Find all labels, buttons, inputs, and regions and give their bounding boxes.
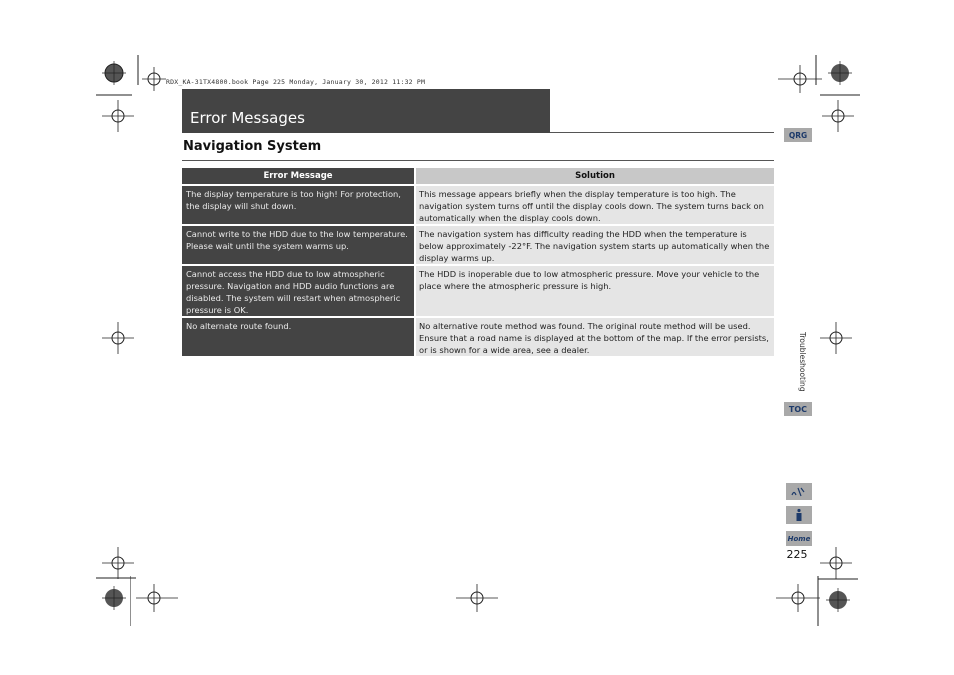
- home-tab[interactable]: [786, 531, 812, 546]
- title-underline: [550, 132, 774, 133]
- crosshair-mark-icon: [100, 98, 136, 134]
- solution-cell: No alternative route method was found. The original route method will be used. Ensure that a road name is displayed at the bottom of the map. If the error persists, or is shown for a wide area, see a dealer.: [416, 318, 774, 356]
- solution-cell: The navigation system has difficulty reading the HDD when the temperature is below approximately -22°F. The navigation system starts up automatically when the display warms up.: [416, 226, 774, 264]
- toc-label: TOC: [788, 404, 808, 414]
- print-info: RDX_KA-31TX4800.book Page 225 Monday, January 30, 2012 11:32 PM: [166, 78, 426, 86]
- column-header-error-message: Error Message: [182, 168, 414, 184]
- section-divider: [182, 160, 774, 161]
- crosshair-mark-icon: [772, 576, 822, 626]
- qrg-label: QRG: [788, 130, 808, 140]
- registration-mark-icon: [820, 55, 860, 101]
- page-number: 225: [786, 548, 808, 561]
- table-row: [182, 186, 774, 224]
- crosshair-mark-icon: [818, 320, 854, 356]
- error-table: [182, 168, 774, 356]
- home-label: Home: [787, 534, 811, 543]
- crosshair-mark-icon: [130, 576, 180, 626]
- title-bar: [182, 89, 550, 133]
- voice-command-tab[interactable]: [786, 483, 812, 500]
- toc-tab[interactable]: [784, 402, 812, 416]
- column-header-solution: Solution: [416, 168, 774, 184]
- table-row: [182, 266, 774, 316]
- crosshair-mark-icon: [452, 576, 502, 616]
- error-message-cell: No alternate route found.: [182, 318, 414, 356]
- crosshair-mark-icon: [100, 320, 136, 356]
- registration-mark-icon: [818, 545, 858, 627]
- error-message-cell: Cannot write to the HDD due to the low temperature. Please wait until the system warms up.: [182, 226, 414, 264]
- registration-mark-icon: [96, 55, 132, 97]
- solution-cell: This message appears briefly when the display temperature is too high. The navigation system turns off until the display cools down. The system turns back on automatically when the display cools down.: [416, 186, 774, 224]
- info-icon: [793, 508, 805, 522]
- qrg-tab[interactable]: [784, 128, 812, 142]
- solution-cell: The HDD is inoperable due to low atmospheric pressure. Move your vehicle to the place where the atmospheric pressure is high.: [416, 266, 774, 316]
- table-row: [182, 318, 774, 356]
- table-header: [182, 168, 774, 184]
- crosshair-mark-icon: [130, 55, 170, 101]
- page-title: Error Messages: [190, 109, 305, 127]
- crosshair-mark-icon: [820, 98, 856, 134]
- error-message-cell: Cannot access the HDD due to low atmospheric pressure. Navigation and HDD audio functions are disabled. The system will restart when atmospheric pressure is OK.: [182, 266, 414, 316]
- voice-command-icon: [790, 486, 808, 498]
- section-title: Navigation System: [183, 139, 322, 154]
- error-message-cell: The display temperature is too high! For protection, the display will shut down.: [182, 186, 414, 224]
- info-tab[interactable]: [786, 506, 812, 524]
- table-row: [182, 226, 774, 264]
- chapter-label: Troubleshooting: [798, 332, 807, 392]
